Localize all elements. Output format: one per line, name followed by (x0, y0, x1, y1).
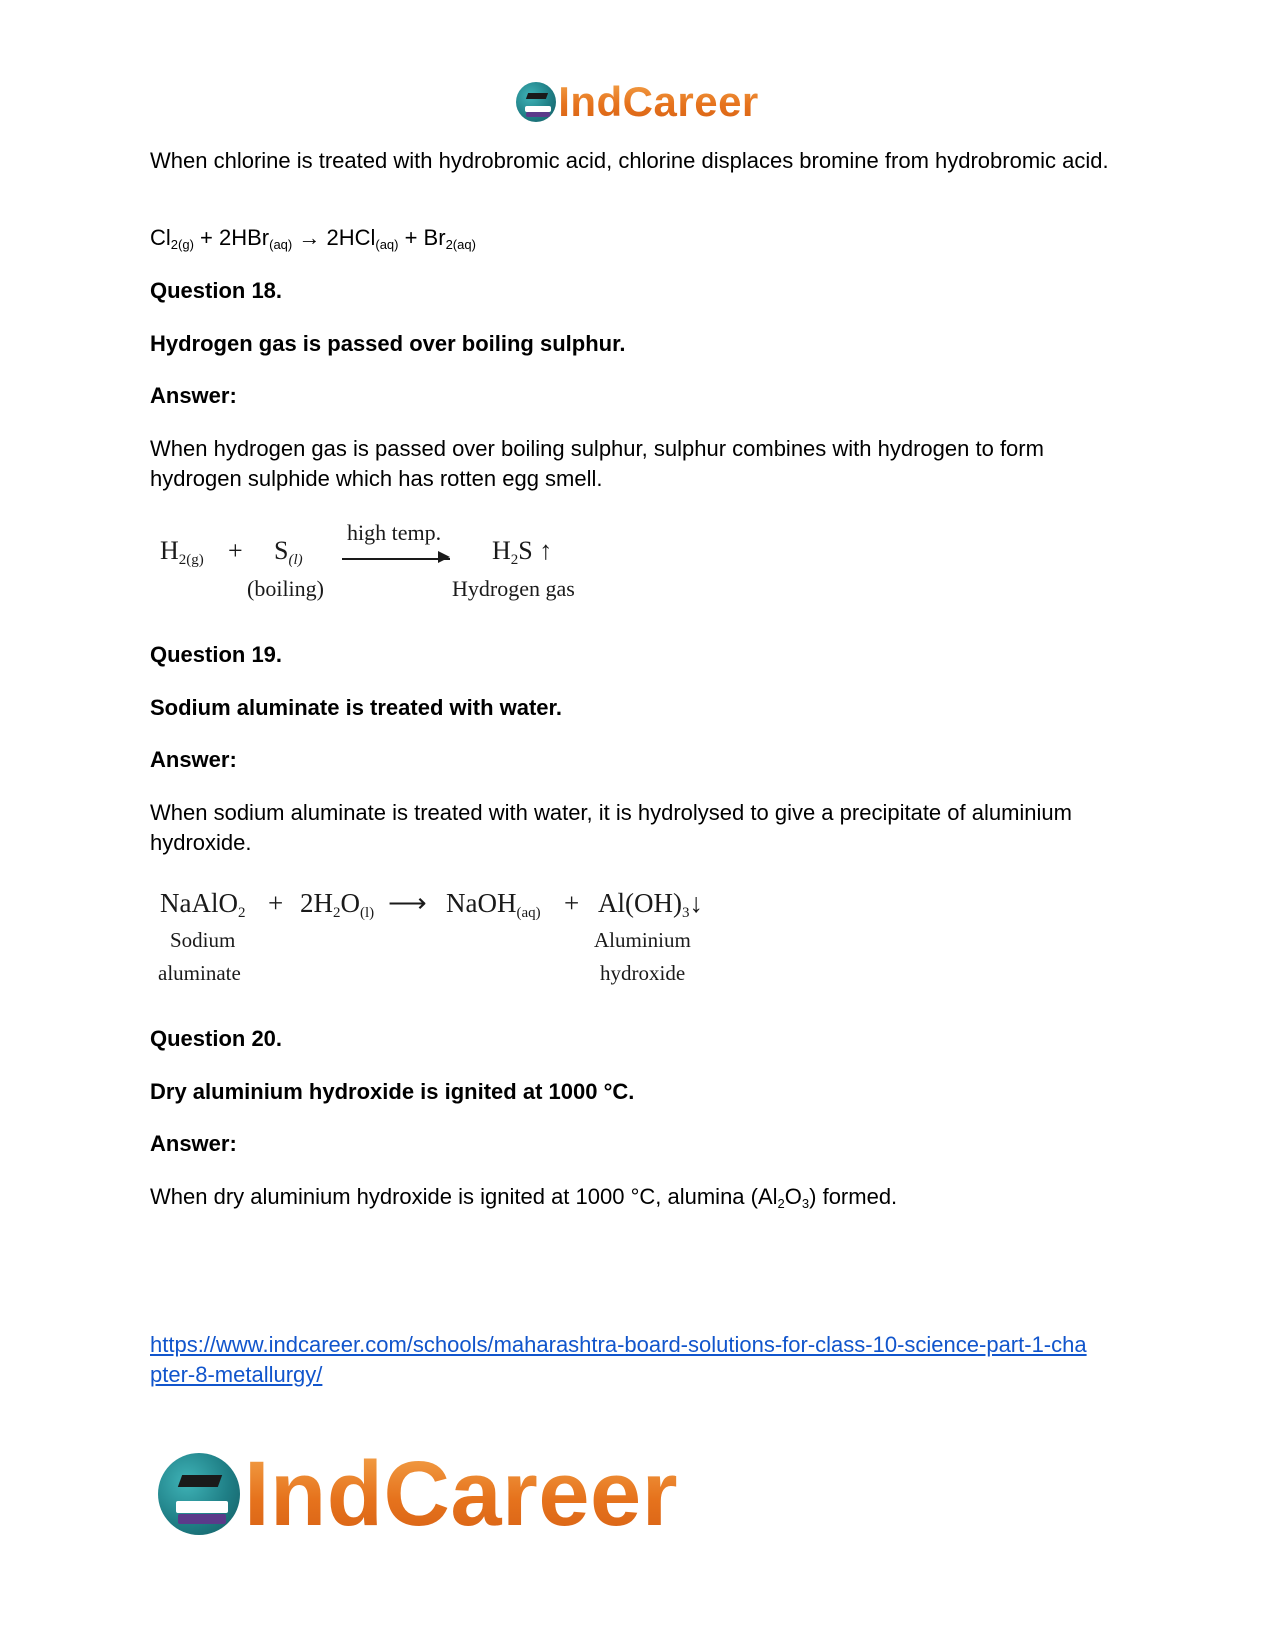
chlorine-equation: $Cl_{2(g)} + 2HBr_{(aq)} \to 2HCl_{(aq)} + Br_{2(aq)}$ (150, 225, 476, 252)
sodium-aluminate-equation: NaAlO2 + 2H2O(l) ⟶ NaOH(aq) + Al(OH)3↓ Sodium aluminate Aluminium hydroxide (158, 888, 703, 985)
question-19-text: Sodium aluminate is treated with water. (150, 695, 562, 720)
question-20-answer-label: Answer: (150, 1131, 237, 1156)
question-18-text: Hydrogen gas is passed over boiling sulphur. (150, 331, 626, 356)
logo-text: IndCareer (244, 1443, 678, 1545)
hydrogen-sulphide-equation: H2(g) + S(l) high temp. H2S ↑ (boiling) Hydrogen gas (160, 520, 575, 601)
question-20-answer: When dry aluminium hydroxide is ignited at 1000 °C, alumina $(Al_2O_3)$ formed. (150, 1184, 898, 1211)
logo-text: IndCareer (558, 78, 759, 125)
question-18-answer: When hydrogen gas is passed over boiling sulphur, sulphur combines with hydrogen to form hydrogen sulphide which has rotten egg smell. (150, 436, 1044, 491)
intro-text: When chlorine is treated with hydrobromic acid, chlorine displaces bromine from hydrobromic acid. (150, 148, 1109, 173)
question-19-answer: When sodium aluminate is treated with water, it is hydrolysed to give a precipitate of aluminium hydroxide. (150, 800, 1072, 855)
footer-link-block (150, 1330, 1140, 1390)
question-19-answer-label: Answer: (150, 747, 237, 772)
intro-section (150, 146, 1140, 176)
question-20-number: Question 20. (150, 1026, 283, 1051)
question-18-number: Question 18. (150, 278, 283, 303)
footer-logo (158, 1443, 678, 1545)
question-18-answer-label: Answer: (150, 383, 237, 408)
logo-globe-icon (158, 1453, 240, 1535)
question-19-number: Question 19. (150, 642, 283, 667)
question-20-text: Dry aluminium hydroxide is ignited at 1000 °C. (150, 1079, 635, 1104)
header-logo (0, 80, 1275, 124)
logo-globe-icon (516, 82, 556, 122)
source-link[interactable]: https://www.indcareer.com/schools/maharashtra-board-solutions-for-class-10-science-part-1-cha pter-8-metallurgy/ (150, 1332, 1087, 1387)
